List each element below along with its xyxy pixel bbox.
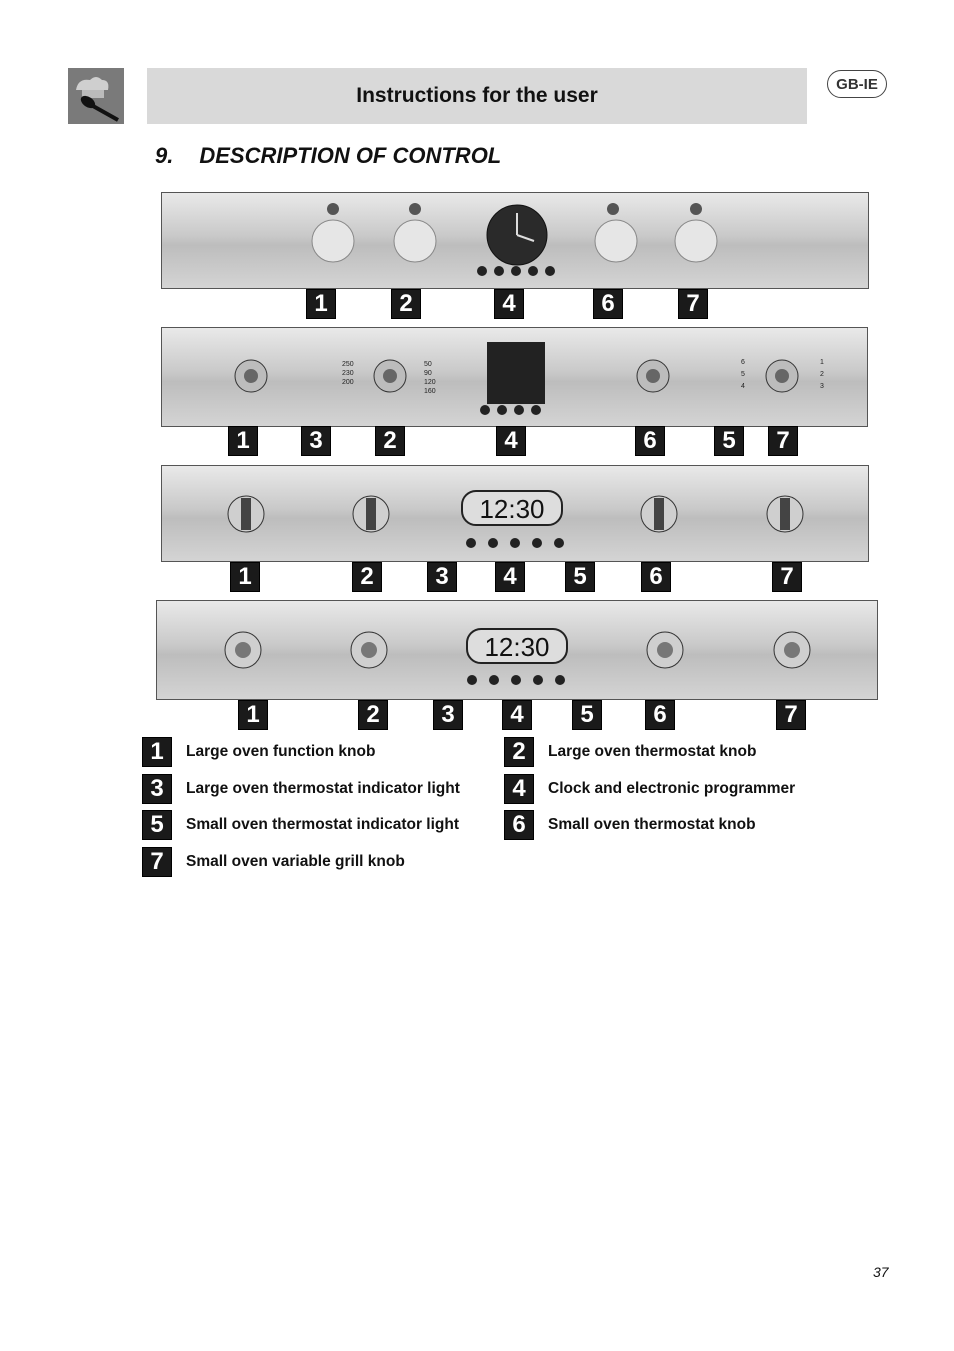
country-badge: GB-IE bbox=[827, 70, 887, 98]
legend-label: Small oven thermostat indicator light bbox=[186, 816, 460, 833]
thermostat-knob bbox=[637, 360, 669, 392]
control-panel-4 bbox=[156, 600, 878, 700]
scale-label: 1 bbox=[820, 359, 824, 366]
knob bbox=[595, 203, 637, 262]
function-knob bbox=[225, 632, 261, 668]
programmer-button[interactable] bbox=[555, 675, 565, 685]
clock-button[interactable] bbox=[494, 266, 504, 276]
scale-label: 90 bbox=[424, 370, 432, 377]
callout-1: 1 bbox=[306, 289, 336, 319]
legend-item bbox=[504, 774, 795, 804]
thermostat-knob bbox=[647, 632, 683, 668]
section-heading bbox=[155, 143, 501, 169]
callout-1: 1 bbox=[230, 562, 260, 592]
digital-display bbox=[462, 491, 562, 525]
header-title: Instructions for the user bbox=[356, 84, 598, 107]
callout-7: 7 bbox=[776, 700, 806, 730]
section-number: 9. bbox=[155, 143, 174, 168]
legend-label: Small oven variable grill knob bbox=[186, 853, 405, 870]
callout-4: 4 bbox=[502, 700, 532, 730]
scale-label: 120 bbox=[424, 379, 436, 386]
callout-3: 3 bbox=[427, 562, 457, 592]
programmer-button[interactable] bbox=[510, 538, 520, 548]
thermostat-scale-labels bbox=[424, 360, 436, 396]
thermostat-knob bbox=[353, 496, 389, 532]
thermostat-knob bbox=[351, 632, 387, 668]
callout-4: 4 bbox=[494, 289, 524, 319]
digital-display bbox=[467, 629, 567, 663]
panel-4-controls bbox=[157, 601, 877, 699]
callout-5: 5 bbox=[572, 700, 602, 730]
grill-scale-labels bbox=[741, 357, 745, 393]
page-number: 37 bbox=[873, 1264, 889, 1280]
callout-2: 2 bbox=[375, 426, 405, 456]
legend-item bbox=[504, 737, 756, 767]
callout-5: 5 bbox=[565, 562, 595, 592]
legend-number: 7 bbox=[142, 847, 172, 877]
scale-label: 160 bbox=[424, 388, 436, 395]
grill-knob bbox=[766, 360, 798, 392]
clock-button[interactable] bbox=[528, 266, 538, 276]
programmer-button[interactable] bbox=[467, 675, 477, 685]
digital-clock bbox=[480, 342, 545, 415]
callout-6: 6 bbox=[635, 426, 665, 456]
clock-button[interactable] bbox=[514, 405, 524, 415]
clock-button[interactable] bbox=[511, 266, 521, 276]
chef-spoon-icon bbox=[68, 68, 124, 124]
scale-label: 4 bbox=[741, 383, 745, 390]
clock-button[interactable] bbox=[497, 405, 507, 415]
header-bar bbox=[147, 68, 807, 124]
clock-button[interactable] bbox=[545, 266, 555, 276]
brand-logo bbox=[68, 68, 124, 124]
legend-label: Large oven function knob bbox=[186, 743, 376, 760]
programmer-button[interactable] bbox=[533, 675, 543, 685]
scale-label: 230 bbox=[342, 370, 354, 377]
scale-label: 50 bbox=[424, 361, 432, 368]
control-panel-3 bbox=[161, 465, 869, 562]
callout-4: 4 bbox=[496, 426, 526, 456]
legend-number: 3 bbox=[142, 774, 172, 804]
legend-item bbox=[142, 847, 405, 877]
scale-label: 5 bbox=[741, 371, 745, 378]
grill-knob bbox=[774, 632, 810, 668]
clock-display-value: 12:30 bbox=[484, 632, 550, 662]
control-panel-2 bbox=[161, 327, 868, 427]
callout-5: 5 bbox=[714, 426, 744, 456]
thermostat-scale-labels bbox=[342, 360, 354, 387]
legend-item bbox=[142, 774, 460, 804]
callout-7: 7 bbox=[768, 426, 798, 456]
programmer-button[interactable] bbox=[511, 675, 521, 685]
legend-label: Clock and electronic programmer bbox=[548, 780, 796, 797]
callout-1: 1 bbox=[238, 700, 268, 730]
scale-label: 2 bbox=[820, 371, 824, 378]
callout-7: 7 bbox=[678, 289, 708, 319]
callout-3: 3 bbox=[433, 700, 463, 730]
clock-button[interactable] bbox=[477, 266, 487, 276]
legend-item bbox=[504, 810, 756, 840]
clock-button[interactable] bbox=[480, 405, 490, 415]
grill-knob bbox=[767, 496, 803, 532]
panel-2-controls bbox=[162, 328, 867, 426]
panel-3-controls bbox=[162, 466, 868, 561]
legend-item bbox=[142, 737, 375, 767]
callout-2: 2 bbox=[352, 562, 382, 592]
thermostat-knob bbox=[641, 496, 677, 532]
thermostat-knob bbox=[374, 360, 406, 392]
callout-6: 6 bbox=[641, 562, 671, 592]
section-title: DESCRIPTION OF CONTROL bbox=[199, 143, 502, 168]
programmer-button[interactable] bbox=[488, 538, 498, 548]
scale-label: 200 bbox=[342, 379, 354, 386]
callout-7: 7 bbox=[772, 562, 802, 592]
programmer-button[interactable] bbox=[532, 538, 542, 548]
callout-2: 2 bbox=[358, 700, 388, 730]
knob bbox=[394, 203, 436, 262]
legend-label: Small oven thermostat knob bbox=[548, 816, 756, 833]
legend-label: Large oven thermostat indicator light bbox=[186, 780, 460, 797]
legend-number: 5 bbox=[142, 810, 172, 840]
legend-item bbox=[142, 810, 459, 840]
knob bbox=[675, 203, 717, 262]
callout-2: 2 bbox=[391, 289, 421, 319]
clock-display-value: 12:30 bbox=[479, 494, 545, 524]
callout-3: 3 bbox=[301, 426, 331, 456]
scale-label: 3 bbox=[820, 383, 824, 390]
grill-scale-labels bbox=[820, 357, 824, 393]
programmer-button[interactable] bbox=[554, 538, 564, 548]
programmer-button[interactable] bbox=[489, 675, 499, 685]
legend-number: 4 bbox=[504, 774, 534, 804]
function-knob bbox=[228, 496, 264, 532]
legend-number: 6 bbox=[504, 810, 534, 840]
scale-label: 6 bbox=[741, 359, 745, 366]
clock-button[interactable] bbox=[531, 405, 541, 415]
legend-number: 1 bbox=[142, 737, 172, 767]
legend-label: Large oven thermostat knob bbox=[548, 743, 757, 760]
control-panel-1 bbox=[161, 192, 869, 289]
callout-1: 1 bbox=[228, 426, 258, 456]
analog-clock bbox=[477, 205, 555, 276]
callout-6: 6 bbox=[593, 289, 623, 319]
programmer-button[interactable] bbox=[466, 538, 476, 548]
function-knob bbox=[235, 360, 267, 392]
scale-label: 250 bbox=[342, 361, 354, 368]
knob bbox=[312, 203, 354, 262]
legend-number: 2 bbox=[504, 737, 534, 767]
panel-1-controls bbox=[162, 193, 868, 288]
callout-4: 4 bbox=[495, 562, 525, 592]
callout-6: 6 bbox=[645, 700, 675, 730]
